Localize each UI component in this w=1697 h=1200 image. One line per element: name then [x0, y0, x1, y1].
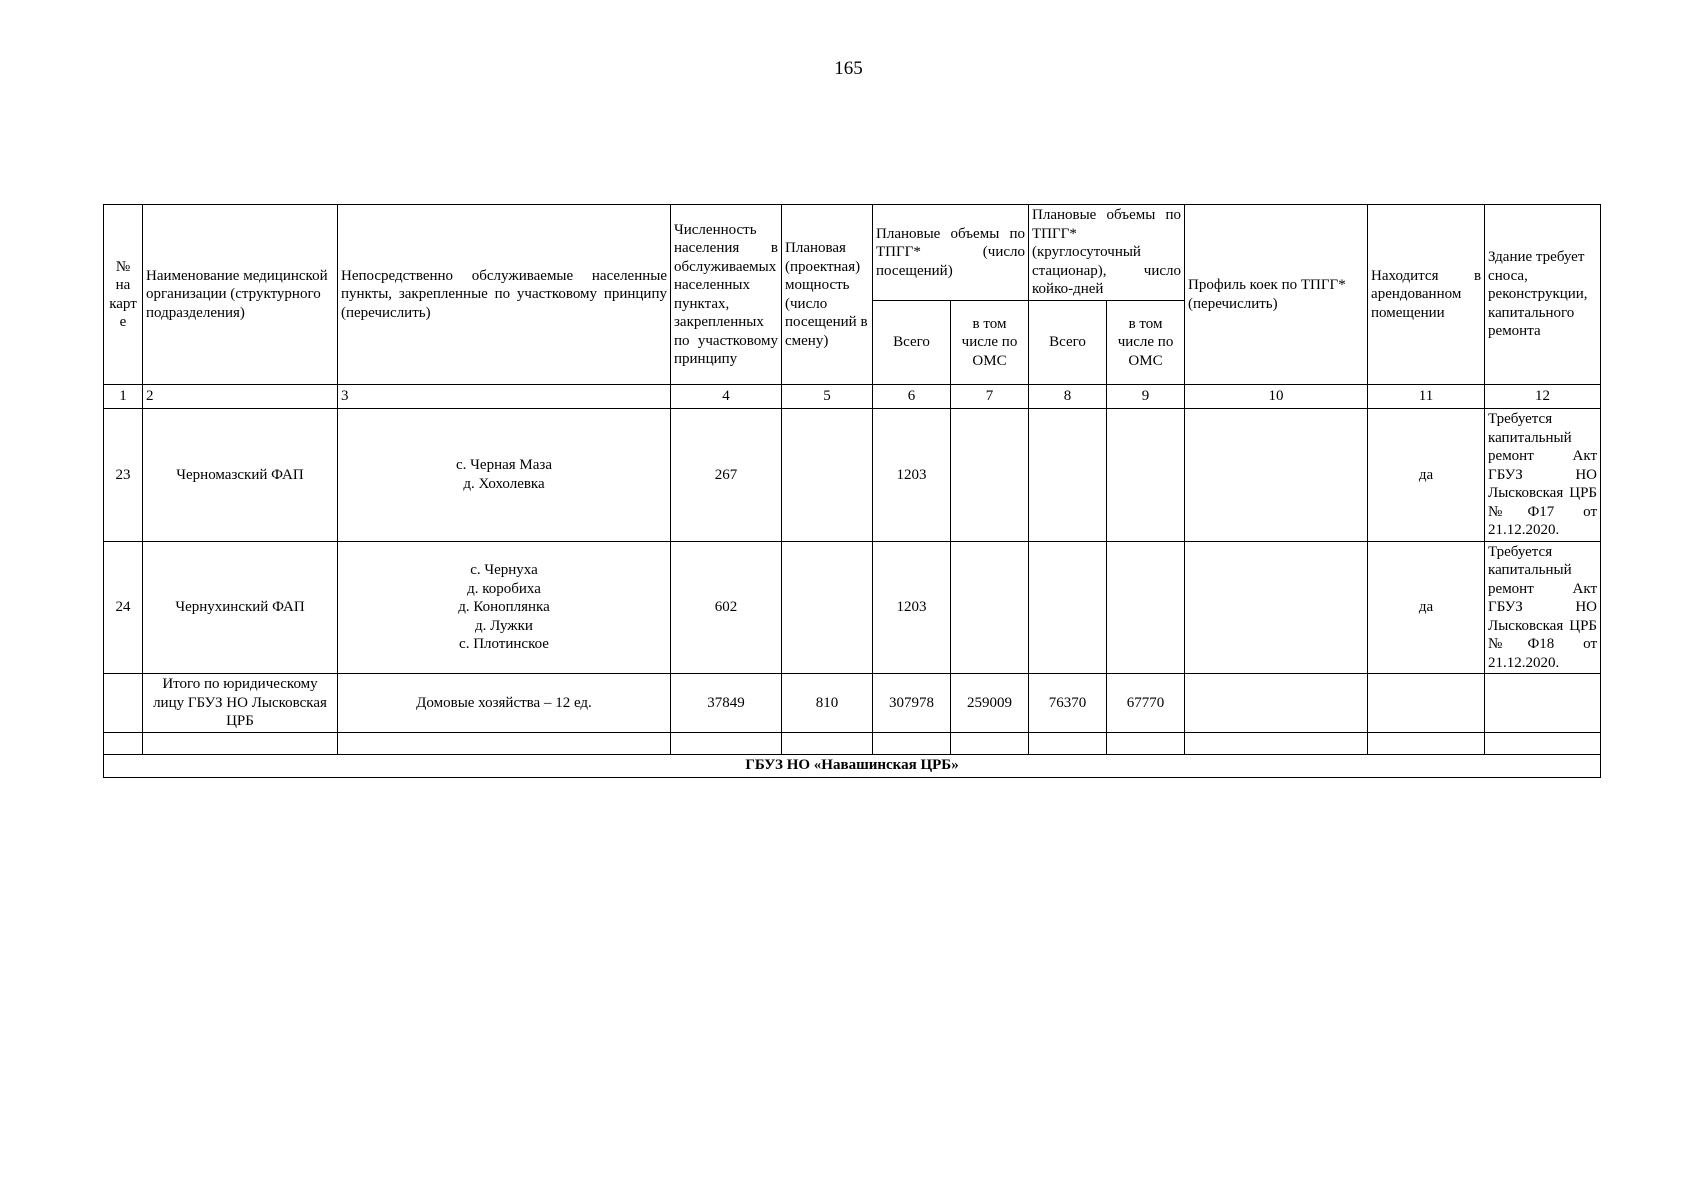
population-cell: 267: [671, 409, 782, 542]
subheader-visits-oms: в том числе по ОМС: [951, 300, 1029, 385]
bed-profile-cell: [1185, 541, 1368, 674]
empty-cell: [951, 732, 1029, 754]
settlement: с. Чернуха: [470, 562, 538, 578]
total-capacity: 810: [782, 674, 873, 733]
section-title: ГБУЗ НО «Навашинская ЦРБ»: [104, 754, 1601, 777]
visits-oms-cell: [951, 541, 1029, 674]
facilities-table: [103, 204, 1601, 778]
column-numbers-row: [104, 385, 1601, 409]
capacity-cell: [782, 409, 873, 542]
facility-name: Черномазский ФАП: [143, 409, 338, 542]
header-planned-visits: Плановые объемы по ТПГГ* (число посещений): [873, 205, 1029, 301]
total-label: Итого по юридическому лицу ГБУЗ НО Лысковская ЦРБ: [143, 674, 338, 733]
building-status-cell: Требуется капитальный ремонт Акт ГБУЗ НО Лысковская ЦРБ №Ф18 от 21.12.2020.: [1485, 541, 1601, 674]
empty-cell: [1029, 732, 1107, 754]
total-row: [104, 674, 1601, 733]
row-number: 23: [104, 409, 143, 542]
total-beddays: 76370: [1029, 674, 1107, 733]
settlements-list: [338, 409, 671, 542]
rented-cell: да: [1368, 541, 1485, 674]
header-row: [104, 205, 1601, 301]
total-bed-profile: [1185, 674, 1368, 733]
facility-name: Чернухинский ФАП: [143, 541, 338, 674]
empty-cell: [1368, 732, 1485, 754]
settlement: с. Черная Маза: [456, 457, 552, 474]
row-number: 24: [104, 541, 143, 674]
empty-cell: [873, 732, 951, 754]
total-settlements: Домовые хозяйства – 12 ед.: [338, 674, 671, 733]
column-number: 12: [1485, 385, 1601, 409]
column-number: 10: [1185, 385, 1368, 409]
page-number: 165: [834, 58, 863, 79]
settlement: с. Плотинское: [459, 636, 549, 652]
column-number: 4: [671, 385, 782, 409]
total-rented: [1368, 674, 1485, 733]
header-capacity: Плановая (проектная) мощность (число посещений в смену): [782, 205, 873, 385]
total-visits: 307978: [873, 674, 951, 733]
bed-profile-cell: [1185, 409, 1368, 542]
column-number: 9: [1107, 385, 1185, 409]
visits-oms-cell: [951, 409, 1029, 542]
total-number-cell: [104, 674, 143, 733]
subheader-beddays-total: Всего: [1029, 300, 1107, 385]
settlements-list: [338, 541, 671, 674]
header-bed-profile: Профиль коек по ТПГГ* (перечислить): [1185, 205, 1368, 385]
column-number: 8: [1029, 385, 1107, 409]
empty-cell: [1485, 732, 1601, 754]
empty-cell: [1107, 732, 1185, 754]
column-number: 5: [782, 385, 873, 409]
header-settlements: Непосредственно обслуживаемые населенные пункты, закрепленные по участковому принципу (перечислить): [338, 205, 671, 385]
header-building: Здание требует сноса, реконструкции, капитального ремонта: [1485, 205, 1601, 385]
header-planned-beddays: Плановые объемы по ТПГГ* (круглосуточный стационар), число койко-дней: [1029, 205, 1185, 301]
table-row: [104, 409, 1601, 542]
subheader-beddays-oms: в том числе по ОМС: [1107, 300, 1185, 385]
header-organization: Наименование медицинской организации (структурного подразделения): [143, 205, 338, 385]
column-number: 1: [104, 385, 143, 409]
beddays-oms-cell: [1107, 541, 1185, 674]
capacity-cell: [782, 541, 873, 674]
empty-cell: [104, 732, 143, 754]
empty-cell: [338, 732, 671, 754]
header-population: Численность населения в обслуживаемых населенных пунктах, закрепленных по участковому принципу: [671, 205, 782, 385]
beddays-total-cell: [1029, 541, 1107, 674]
subheader-visits-total: Всего: [873, 300, 951, 385]
empty-cell: [671, 732, 782, 754]
visits-total-cell: 1203: [873, 541, 951, 674]
empty-cell: [143, 732, 338, 754]
empty-row: [104, 732, 1601, 754]
settlement: д. Хохолевка: [463, 475, 545, 492]
settlement: д. Коноплянка: [458, 599, 550, 615]
total-beddays-oms: 67770: [1107, 674, 1185, 733]
column-number: 7: [951, 385, 1029, 409]
section-title-row: [104, 754, 1601, 777]
beddays-total-cell: [1029, 409, 1107, 542]
empty-cell: [1185, 732, 1368, 754]
settlement: д. Лужки: [475, 617, 533, 634]
building-status-cell: Требуется капитальный ремонт Акт ГБУЗ НО Лысковская ЦРБ №Ф17 от 21.12.2020.: [1485, 409, 1601, 542]
header-rented: Находится в арендованном помещении: [1368, 205, 1485, 385]
table-row: [104, 541, 1601, 674]
total-visits-oms: 259009: [951, 674, 1029, 733]
total-population: 37849: [671, 674, 782, 733]
population-cell: 602: [671, 541, 782, 674]
empty-cell: [782, 732, 873, 754]
column-number: 11: [1368, 385, 1485, 409]
column-number: 6: [873, 385, 951, 409]
visits-total-cell: 1203: [873, 409, 951, 542]
column-number: 2: [143, 385, 338, 409]
settlement: д. коробиха: [467, 580, 541, 597]
total-building: [1485, 674, 1601, 733]
column-number: 3: [338, 385, 671, 409]
header-map-number: № на карте: [104, 205, 143, 385]
beddays-oms-cell: [1107, 409, 1185, 542]
rented-cell: да: [1368, 409, 1485, 542]
